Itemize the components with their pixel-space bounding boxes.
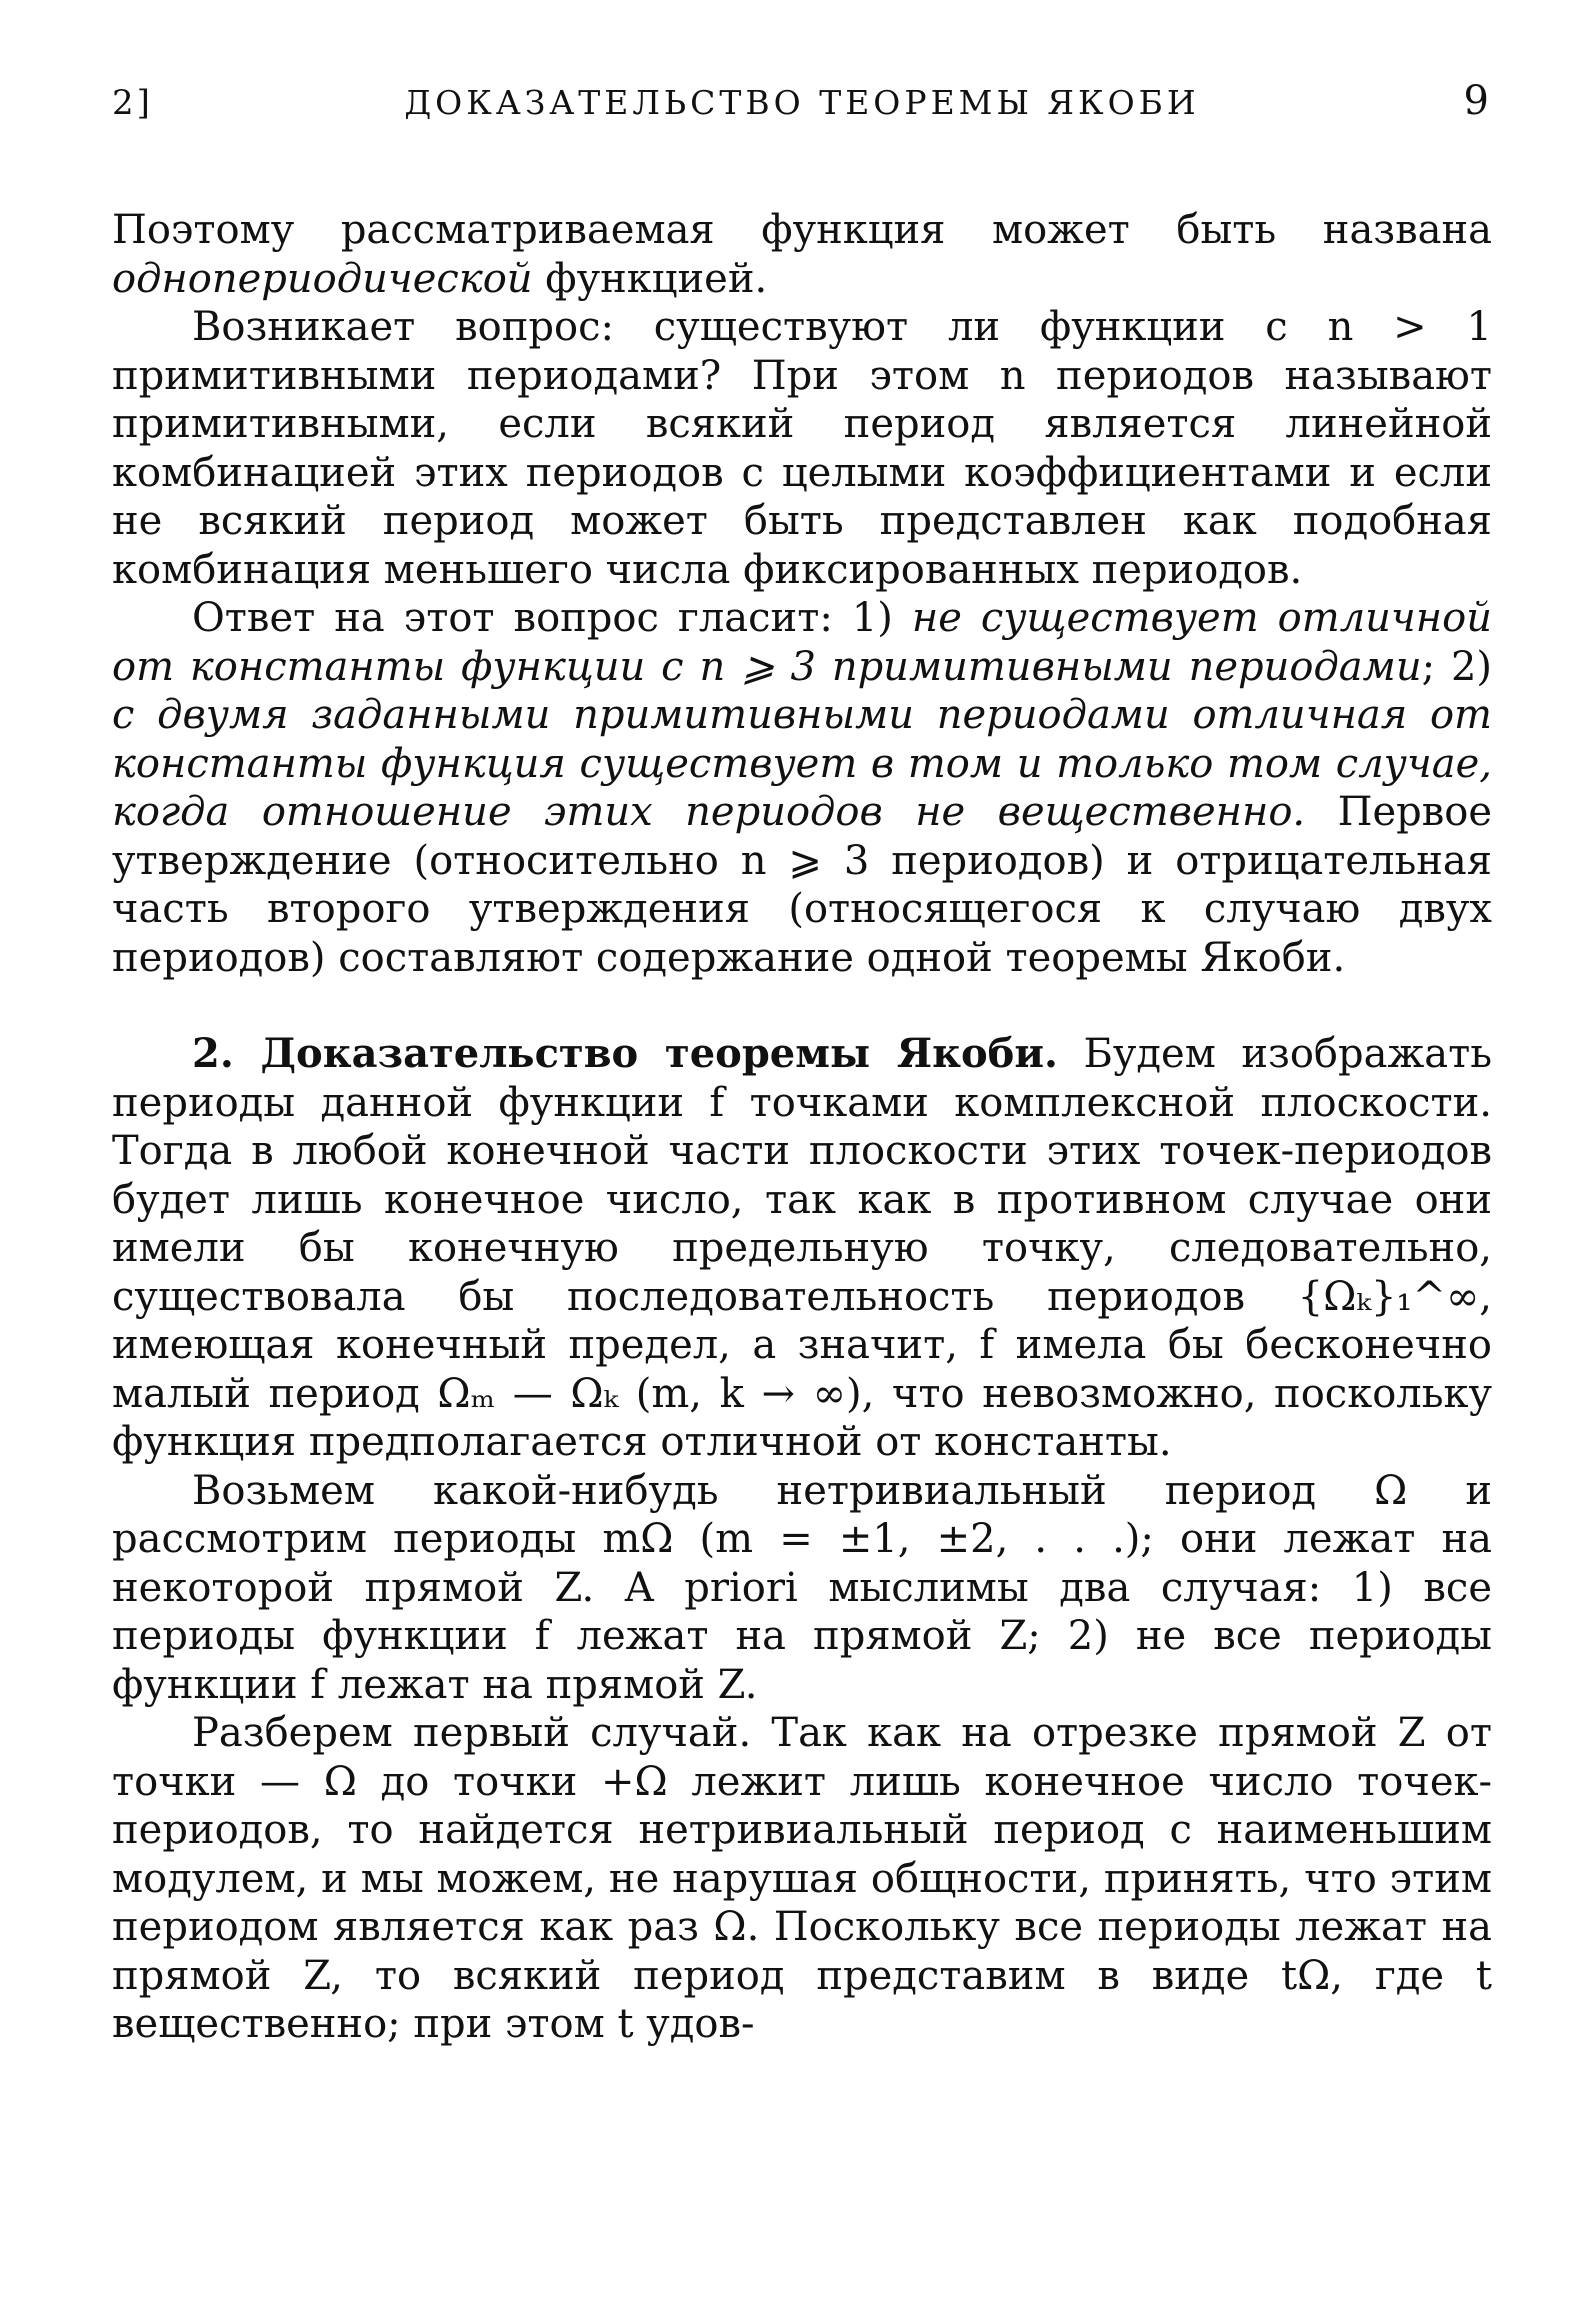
paragraph-2: [112, 303, 1492, 594]
page-number: 9: [1463, 78, 1492, 124]
paragraph-4: [112, 1030, 1492, 1467]
para1-text-1: Поэтому рассматриваемая функция может быть названа: [112, 207, 1492, 253]
section-marker: 2]: [112, 83, 153, 123]
para3-italic-2: с двумя заданными примитивными периодами отличная от константы функция существует в том и только том случае, когда отношение этих периодов не вещественно.: [112, 692, 1492, 835]
running-header: [112, 78, 1492, 138]
paragraph-6: [112, 1709, 1492, 2049]
para1-italic-term: однопериодической: [112, 255, 533, 302]
para3-text-1: Ответ на этот вопрос гласит: 1): [192, 595, 912, 641]
paragraph-3: [112, 594, 1492, 982]
paragraph-1: [112, 206, 1492, 303]
section-heading: 2. Доказательство теоремы Якоби.: [192, 1030, 1058, 1077]
para3-text-3: Первое утверждение (относительно n ⩾ 3 периодов) и отрицательная часть второго утверждения (относящегося к случаю двух периодов) составляют содержание одной теоремы Якоби.: [112, 789, 1493, 981]
para4-text: Будем изображать периоды данной функции f точками комплексной плоскости. Тогда в любой конечной части плоскости этих точек-периодов будет лишь конечное число, так как в противном случае они имели бы конечную предельную точку, следовательно, существовала бы последовательность периодов {Ωₖ}₁^∞, имеющая конечный предел, а значит, f имела бы бесконечно малый период Ωₘ — Ωₖ (m, k → ∞), что невозможно, поскольку функция предполагается отличной от константы.: [112, 1031, 1492, 1465]
running-title: ДОКАЗАТЕЛЬСТВО ТЕОРЕМЫ ЯКОБИ: [404, 83, 1200, 122]
para3-text-2: ; 2): [1421, 643, 1493, 690]
para3-italic-1: не существует отличной от константы функции с n ⩾ 3 примитивными периодами: [112, 595, 1492, 690]
paragraph-5: [112, 1467, 1492, 1710]
para2-text: Возникает вопрос: существуют ли функции с n > 1 примитивными периодами? При этом n периодов называют примитивными, если всякий период является линейной комбинацией этих периодов с целыми коэффициентами и если не всякий период может быть представлен как подобная комбинация меньшего числа фиксированных периодов.: [112, 304, 1492, 593]
book-page: [112, 78, 1492, 2049]
para1-text-2: функцией.: [532, 255, 768, 302]
body-text: [112, 206, 1492, 2049]
para6-text: Разберем первый случай. Так как на отрезке прямой Z от точки — Ω до точки +Ω лежит лишь конечное число точек-периодов, то найдется нетривиальный период с наименьшим модулем, и мы можем, не нарушая общности, принять, что этим периодом является как раз Ω. Поскольку все периоды лежат на прямой Z, то всякий период представим в виде tΩ, где t вещественно; при этом t удов-: [112, 1710, 1492, 2047]
para5-text: Возьмем какой-нибудь нетривиальный период Ω и рассмотрим периоды mΩ (m = ±1, ±2, . . .); они лежат на некоторой прямой Z. A priori мыслимы два случая: 1) все периоды функции f лежат на прямой Z; 2) не все периоды функции f лежат на прямой Z.: [112, 1467, 1492, 1708]
